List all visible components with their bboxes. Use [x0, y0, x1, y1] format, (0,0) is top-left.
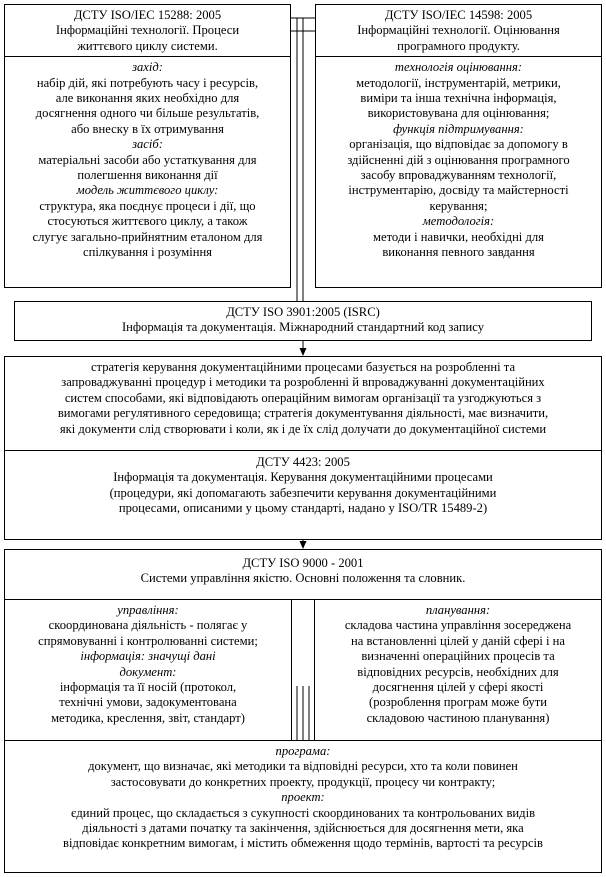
strategy-line: які документи слід створювати і коли, як і де їх слід долучати до документаційної системи — [59, 421, 547, 436]
definition-line: досягнення цілей у сфері якості — [372, 680, 544, 695]
strategy-line: стратегія керування документаційними процесами базується на розробленні та — [90, 360, 516, 374]
definition-line: інструментарію, досвіду та майстерності — [348, 183, 569, 198]
definitions — [5, 57, 290, 263]
definition-line: відповідає конкретним вимогам, і містить обмеження щодо термінів, вартості та ресурсів — [63, 836, 543, 851]
term-label: методологія: — [422, 214, 495, 229]
standard-title-line: Інформаційні технології. Процеси — [55, 23, 240, 38]
definition-line: єдиний процес, що складається з сукупності скоординованих та контрольованих видів — [70, 805, 536, 820]
term-label: управління: — [117, 603, 179, 617]
definition-line: (розроблення програм може бути — [369, 695, 547, 710]
definition-line: здійсненні дій з оцінювання програмного — [347, 152, 570, 167]
term-label: проект: — [281, 790, 325, 805]
term-label: інформація: значущі дані — [80, 649, 216, 664]
strategy-line: запроваджуванні процедур і методики та розробленні й впроваджуванні документаційних — [61, 375, 545, 390]
definition-line: або внеску в їх отримування — [71, 121, 224, 136]
definition-line: спрямовуванні і контролюванні системи; — [38, 633, 258, 648]
standard-box-iso-3901 — [14, 301, 592, 341]
definition-line: виміри та інша технічна інформація, — [360, 91, 557, 106]
standard-code: ДСТУ 4423: 2005 — [256, 455, 350, 469]
standard-title-line: Інформаційні технології. Оцінювання — [357, 23, 560, 38]
definition-line: засобу впроваджуванням технології, — [360, 168, 557, 183]
term-label: документ: — [119, 664, 177, 679]
term-label: засіб: — [132, 137, 163, 152]
definition-line: стосуються життєвого циклу, а також — [47, 214, 248, 229]
definition-line: методика, креслення, звіт, стандарт) — [51, 710, 245, 725]
definition-line: технічні умови, задокументована — [59, 695, 237, 710]
definition-line: структура, яка поєднує процеси і дії, що — [39, 198, 256, 213]
definition-line: застосовувати до конкретних проекту, продукції, процесу чи контракту; — [110, 774, 496, 789]
records-management-box — [4, 356, 602, 540]
box-header — [316, 5, 601, 57]
definition-line: полегшення виконання дії — [77, 168, 218, 183]
definition-line: методології, інструментарій, метрики, — [356, 75, 561, 90]
standard-title-line: (процедури, які допомагають забезпечити керування документаційними — [109, 485, 497, 500]
definition-line: на встановленні цілей у даній сфері і на — [351, 633, 565, 648]
term-label: захід: — [132, 60, 163, 75]
term-label: програма: — [275, 744, 331, 758]
definition-line: матеріальні засоби або устаткування для — [38, 152, 257, 167]
standard-title-line: процесами, описаними у цьому стандарті, надано у ISO/TR 15489-2) — [118, 501, 488, 516]
definition-line: використовувана для оцінювання; — [367, 106, 550, 121]
definitions-box-program-project — [4, 740, 602, 873]
definition-line: організація, що відповідає за допомогу в — [349, 137, 568, 152]
standard-code: ДСТУ ISO 9000 - 2001 — [242, 556, 364, 570]
standard-box-iso-14598 — [315, 4, 602, 288]
standard-box-iso-9000 — [4, 549, 602, 600]
definition-line: але виконання яких необхідно для — [55, 91, 240, 106]
definition-line: спілкування і розуміння — [83, 245, 212, 260]
standard-title-line: Інформація та документація. Керування документаційними процесами — [113, 470, 493, 485]
definition-line: виконання певного завдання — [382, 245, 535, 260]
definition-line: керування; — [429, 198, 488, 213]
standard-title-line: програмного продукту. — [397, 38, 520, 53]
dstu-4423-text — [5, 451, 601, 520]
term-label: функція підтримування: — [393, 121, 524, 136]
strategy-text — [5, 357, 601, 451]
term-label: модель життєвого циклу: — [76, 183, 219, 198]
definition-line: визначенні операційних процесів та — [361, 649, 555, 664]
definition-line: досягнення одного чи більше результатів, — [35, 106, 260, 121]
definition-line: складовою частиною планування) — [366, 710, 550, 725]
term-label: технологія оцінювання: — [394, 60, 523, 75]
standard-title: Інформація та документація. Міжнародний стандартний код запису — [121, 320, 485, 335]
definitions-box-management — [4, 599, 292, 741]
definition-line: складова частина управління зосереджена — [344, 618, 572, 633]
definition-line: діяльності з датами початку та закінчення, здійснюється для досягнення мети, яка — [82, 821, 524, 836]
standard-box-iso-15288 — [4, 4, 291, 288]
strategy-line: систем способами, які відповідають операційним вимогам організації та узгоджуються з — [64, 390, 542, 405]
strategy-line: вимогами регулятивного середовища; стратегія документування діяльності, має визначити, — [57, 406, 549, 421]
standard-code: ДСТУ ISO/IEC 15288: 2005 — [73, 8, 222, 22]
definition-line: скоординована діяльність - полягає у — [48, 618, 248, 633]
definitions-box-planning — [314, 599, 602, 741]
definition-line: інформація та її носій (протокол, — [59, 680, 237, 695]
definition-line: документ, що визначає, які методики та відповідні ресурси, хто та коли повинен — [88, 759, 518, 774]
standard-code: ДСТУ ISO 3901:2005 (ISRC) — [226, 305, 380, 319]
term-label: планування: — [425, 603, 491, 617]
definition-line: слугує загально-прийнятним еталоном для — [32, 229, 263, 244]
definition-line: набір дій, які потребують часу і ресурсів, — [36, 75, 259, 90]
box-header — [5, 5, 290, 57]
definitions — [316, 57, 601, 263]
definition-line: відповідних ресурсів, необхідних для — [357, 664, 559, 679]
standard-title-line: життєвого циклу системи. — [77, 38, 218, 53]
standard-code: ДСТУ ISO/IEC 14598: 2005 — [384, 8, 533, 22]
definition-line: методи і навички, необхідні для — [373, 229, 544, 244]
standard-title: Системи управління якістю. Основні положення та словник. — [140, 571, 466, 586]
